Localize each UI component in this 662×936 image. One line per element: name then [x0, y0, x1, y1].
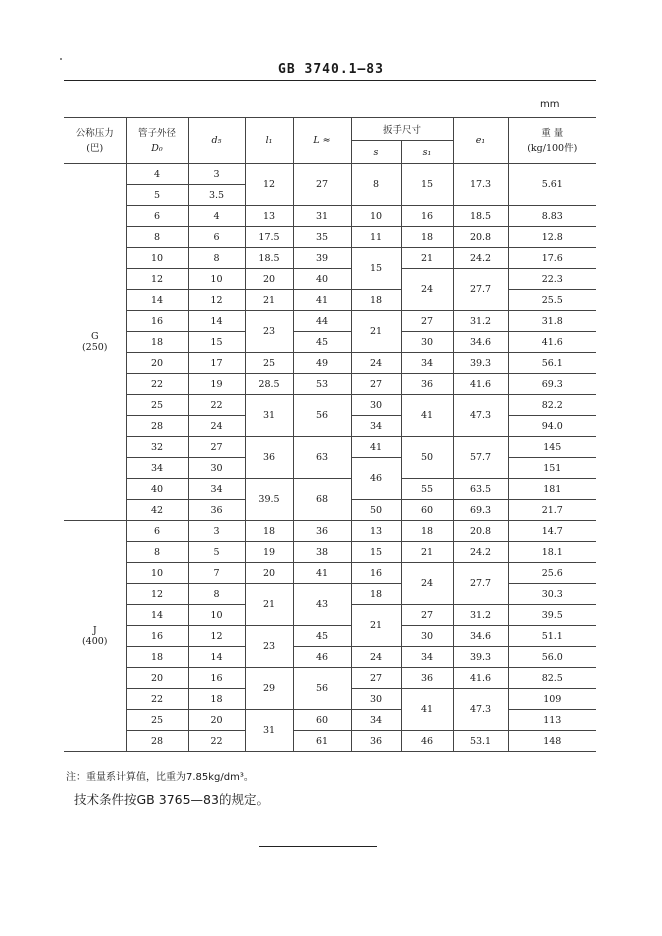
cell-s: 8 [351, 164, 401, 206]
cell-s1: 18 [401, 227, 453, 248]
cell-L: 56 [293, 668, 351, 710]
table-row [64, 290, 596, 311]
cell-e1: 41.6 [453, 374, 508, 395]
group-g-cell [64, 164, 126, 521]
cell-d5: 22 [188, 395, 245, 416]
header-d5: d₅ [188, 118, 245, 164]
cell-d5: 14 [188, 647, 245, 668]
table-row [64, 647, 596, 668]
cell-d0: 22 [126, 689, 188, 710]
cell-s: 21 [351, 605, 401, 647]
cell-l1: 29 [245, 668, 293, 710]
cell-weight: 145 [508, 437, 596, 458]
header-row-1 [64, 118, 596, 141]
cell-L: 61 [293, 731, 351, 752]
cell-d0: 6 [126, 521, 188, 542]
cell-s: 24 [351, 647, 401, 668]
table-row [64, 479, 596, 500]
cell-e1: 27.7 [453, 563, 508, 605]
cell-d5: 34 [188, 479, 245, 500]
cell-d5: 6 [188, 227, 245, 248]
cell-d0: 8 [126, 542, 188, 563]
cell-weight: 82.5 [508, 668, 596, 689]
cell-l1: 31 [245, 395, 293, 437]
cell-weight: 109 [508, 689, 596, 710]
header-l1: l₁ [245, 118, 293, 164]
cell-d5: 16 [188, 668, 245, 689]
cell-e1: 69.3 [453, 500, 508, 521]
header-weight [508, 118, 596, 164]
cell-d5: 10 [188, 269, 245, 290]
header-s1: s₁ [401, 141, 453, 164]
cell-L: 41 [293, 290, 351, 311]
header-L: L ≈ [293, 118, 351, 164]
cell-s: 18 [351, 290, 401, 311]
cell-d5: 4 [188, 206, 245, 227]
cell-d5: 15 [188, 332, 245, 353]
cell-weight: 8.83 [508, 206, 596, 227]
cell-e1: 34.6 [453, 626, 508, 647]
cell-weight: 5.61 [508, 164, 596, 206]
table-row [64, 437, 596, 458]
cell-d0: 34 [126, 458, 188, 479]
cell-s1: 41 [401, 395, 453, 437]
table-row [64, 542, 596, 563]
cell-s: 10 [351, 206, 401, 227]
header-e1: e₁ [453, 118, 508, 164]
cell-d5: 7 [188, 563, 245, 584]
cell-weight: 12.8 [508, 227, 596, 248]
cell-d0: 18 [126, 332, 188, 353]
cell-s1: 27 [401, 311, 453, 332]
cell-s1: 46 [401, 731, 453, 752]
cell-l1: 21 [245, 584, 293, 626]
cell-e1: 24.2 [453, 248, 508, 269]
cell-s1: 15 [401, 164, 453, 206]
cell-L: 43 [293, 584, 351, 626]
header-outer-diameter [126, 118, 188, 164]
cell-d5: 17 [188, 353, 245, 374]
cell-e1: 18.5 [453, 206, 508, 227]
cell-d5: 18 [188, 689, 245, 710]
footer-rule [259, 846, 377, 847]
cell-d5: 3.5 [188, 185, 245, 206]
cell-d5: 10 [188, 605, 245, 626]
cell-s1: 21 [401, 542, 453, 563]
cell-d5: 36 [188, 500, 245, 521]
cell-weight: 14.7 [508, 521, 596, 542]
cell-e1: 39.3 [453, 647, 508, 668]
table-row [64, 227, 596, 248]
cell-L: 39 [293, 248, 351, 269]
cell-s: 15 [351, 542, 401, 563]
header-pressure: 公称压力 (巴) [64, 118, 126, 164]
cell-s: 16 [351, 563, 401, 584]
cell-weight: 41.6 [508, 332, 596, 353]
unit-label: mm [540, 99, 560, 110]
cell-weight: 22.3 [508, 269, 596, 290]
cell-l1: 23 [245, 311, 293, 353]
table-row [64, 626, 596, 647]
technical-condition: 技术条件按GB 3765—83的规定。 [74, 792, 269, 807]
cell-L: 49 [293, 353, 351, 374]
cell-e1: 27.7 [453, 269, 508, 311]
header-weight-unit: (kg/100件) [527, 142, 578, 154]
cell-d5: 24 [188, 416, 245, 437]
cell-d0: 4 [126, 164, 188, 185]
cell-L: 38 [293, 542, 351, 563]
cell-s: 21 [351, 311, 401, 353]
table-row [64, 521, 596, 542]
cell-d0: 14 [126, 605, 188, 626]
cell-d0: 25 [126, 710, 188, 731]
cell-l1: 39.5 [245, 479, 293, 521]
cell-d5: 14 [188, 311, 245, 332]
cell-d0: 28 [126, 731, 188, 752]
cell-e1: 57.7 [453, 437, 508, 479]
table-row [64, 164, 596, 185]
group-pressure: (250) [81, 342, 108, 353]
cell-s: 30 [351, 395, 401, 416]
header-outer-diameter-label: 管子外径 [137, 127, 176, 139]
spec-table [64, 117, 596, 752]
table-row [64, 269, 596, 290]
cell-L: 63 [293, 437, 351, 479]
table-row [64, 731, 596, 752]
table-row [64, 374, 596, 395]
cell-weight: 94.0 [508, 416, 596, 437]
cell-weight: 17.6 [508, 248, 596, 269]
cell-d0: 16 [126, 311, 188, 332]
cell-s: 41 [351, 437, 401, 458]
cell-s1: 34 [401, 353, 453, 374]
cell-s1: 30 [401, 626, 453, 647]
group-label: J [92, 625, 97, 636]
cell-e1: 39.3 [453, 353, 508, 374]
cell-d0: 20 [126, 353, 188, 374]
cell-s: 34 [351, 416, 401, 437]
cell-d0: 10 [126, 248, 188, 269]
cell-e1: 31.2 [453, 311, 508, 332]
cell-d0: 25 [126, 395, 188, 416]
cell-d5: 3 [188, 164, 245, 185]
cell-s1: 21 [401, 248, 453, 269]
cell-e1: 20.8 [453, 227, 508, 248]
cell-s: 46 [351, 458, 401, 500]
cell-d0: 18 [126, 647, 188, 668]
cell-s: 11 [351, 227, 401, 248]
cell-s1: 55 [401, 479, 453, 500]
table-row [64, 353, 596, 374]
cell-L: 27 [293, 164, 351, 206]
cell-weight: 56.1 [508, 353, 596, 374]
cell-d0: 6 [126, 206, 188, 227]
cell-L: 53 [293, 374, 351, 395]
cell-weight: 181 [508, 479, 596, 500]
cell-s1: 50 [401, 437, 453, 479]
cell-d0: 14 [126, 290, 188, 311]
cell-s1: 18 [401, 521, 453, 542]
cell-e1: 63.5 [453, 479, 508, 500]
cell-d0: 12 [126, 269, 188, 290]
cell-s1: 27 [401, 605, 453, 626]
cell-L: 46 [293, 647, 351, 668]
table-row [64, 563, 596, 584]
cell-weight: 51.1 [508, 626, 596, 647]
cell-s1: 24 [401, 563, 453, 605]
cell-weight: 30.3 [508, 584, 596, 605]
cell-s: 18 [351, 584, 401, 605]
cell-L: 56 [293, 395, 351, 437]
cell-weight: 21.7 [508, 500, 596, 521]
cell-weight: 82.2 [508, 395, 596, 416]
cell-e1: 17.3 [453, 164, 508, 206]
cell-d5: 20 [188, 710, 245, 731]
table-row [64, 668, 596, 689]
table-note: 注：重量系计算值，比重为7.85kg/dm³。 [66, 772, 254, 783]
cell-e1: 41.6 [453, 668, 508, 689]
cell-d0: 28 [126, 416, 188, 437]
table-row [64, 206, 596, 227]
cell-d0: 5 [126, 185, 188, 206]
cell-s: 13 [351, 521, 401, 542]
cell-s: 30 [351, 689, 401, 710]
cell-weight: 113 [508, 710, 596, 731]
cell-weight: 39.5 [508, 605, 596, 626]
cell-s1: 30 [401, 332, 453, 353]
cell-weight: 148 [508, 731, 596, 752]
cell-e1: 24.2 [453, 542, 508, 563]
cell-l1: 23 [245, 626, 293, 668]
cell-d0: 12 [126, 584, 188, 605]
group-pressure: (400) [81, 636, 108, 647]
header-s: s [351, 141, 401, 164]
cell-weight: 151 [508, 458, 596, 479]
cell-s1: 34 [401, 647, 453, 668]
cell-d5: 19 [188, 374, 245, 395]
cell-s1: 24 [401, 269, 453, 311]
cell-d5: 8 [188, 248, 245, 269]
group-label: G [90, 331, 99, 342]
cell-s1: 41 [401, 689, 453, 731]
cell-d5: 27 [188, 437, 245, 458]
cell-weight: 56.0 [508, 647, 596, 668]
cell-e1: 47.3 [453, 395, 508, 437]
cell-s: 24 [351, 353, 401, 374]
standard-number: GB 3740.1—83 [278, 62, 384, 77]
cell-L: 40 [293, 269, 351, 290]
table-row [64, 710, 596, 731]
cell-L: 31 [293, 206, 351, 227]
cell-l1: 19 [245, 542, 293, 563]
cell-weight: 69.3 [508, 374, 596, 395]
cell-e1: 34.6 [453, 332, 508, 353]
cell-L: 41 [293, 563, 351, 584]
cell-l1: 17.5 [245, 227, 293, 248]
header-wrench-size: 扳手尺寸 [351, 118, 453, 141]
cell-l1: 20 [245, 563, 293, 584]
cell-L: 60 [293, 710, 351, 731]
cell-L: 35 [293, 227, 351, 248]
cell-weight: 31.8 [508, 311, 596, 332]
cell-l1: 28.5 [245, 374, 293, 395]
cell-s1: 60 [401, 500, 453, 521]
cell-l1: 18 [245, 521, 293, 542]
cell-d5: 12 [188, 290, 245, 311]
cell-l1: 13 [245, 206, 293, 227]
group-j-cell [64, 521, 126, 752]
cell-s: 50 [351, 500, 401, 521]
table-row [64, 311, 596, 332]
cell-d5: 30 [188, 458, 245, 479]
header-rule [64, 80, 596, 81]
cell-L: 44 [293, 311, 351, 332]
header-weight-label: 重 量 [541, 127, 564, 139]
cell-e1: 20.8 [453, 521, 508, 542]
cell-L: 45 [293, 626, 351, 647]
cell-l1: 18.5 [245, 248, 293, 269]
cell-d5: 5 [188, 542, 245, 563]
cell-l1: 25 [245, 353, 293, 374]
cell-e1: 47.3 [453, 689, 508, 731]
cell-s: 34 [351, 710, 401, 731]
cell-d0: 42 [126, 500, 188, 521]
table-row [64, 248, 596, 269]
cell-s1: 16 [401, 206, 453, 227]
cell-weight: 25.5 [508, 290, 596, 311]
cell-l1: 36 [245, 437, 293, 479]
scan-speck [60, 58, 62, 60]
cell-d0: 8 [126, 227, 188, 248]
cell-e1: 53.1 [453, 731, 508, 752]
cell-s: 27 [351, 374, 401, 395]
cell-l1: 31 [245, 710, 293, 752]
cell-d5: 22 [188, 731, 245, 752]
table-row [64, 584, 596, 605]
cell-d5: 12 [188, 626, 245, 647]
cell-L: 45 [293, 332, 351, 353]
cell-weight: 18.1 [508, 542, 596, 563]
cell-d0: 10 [126, 563, 188, 584]
cell-d5: 3 [188, 521, 245, 542]
cell-s1: 36 [401, 374, 453, 395]
cell-s: 36 [351, 731, 401, 752]
cell-d0: 32 [126, 437, 188, 458]
cell-s: 15 [351, 248, 401, 290]
cell-l1: 21 [245, 290, 293, 311]
cell-s: 27 [351, 668, 401, 689]
cell-L: 36 [293, 521, 351, 542]
cell-L: 68 [293, 479, 351, 521]
cell-d0: 20 [126, 668, 188, 689]
cell-l1: 20 [245, 269, 293, 290]
cell-s1: 36 [401, 668, 453, 689]
cell-l1: 12 [245, 164, 293, 206]
header-outer-diameter-symbol: D₀ [151, 142, 163, 154]
cell-d0: 22 [126, 374, 188, 395]
cell-e1: 31.2 [453, 605, 508, 626]
cell-d5: 8 [188, 584, 245, 605]
cell-d0: 16 [126, 626, 188, 647]
cell-weight: 25.6 [508, 563, 596, 584]
cell-d0: 40 [126, 479, 188, 500]
table-row [64, 395, 596, 416]
table-row [64, 332, 596, 353]
